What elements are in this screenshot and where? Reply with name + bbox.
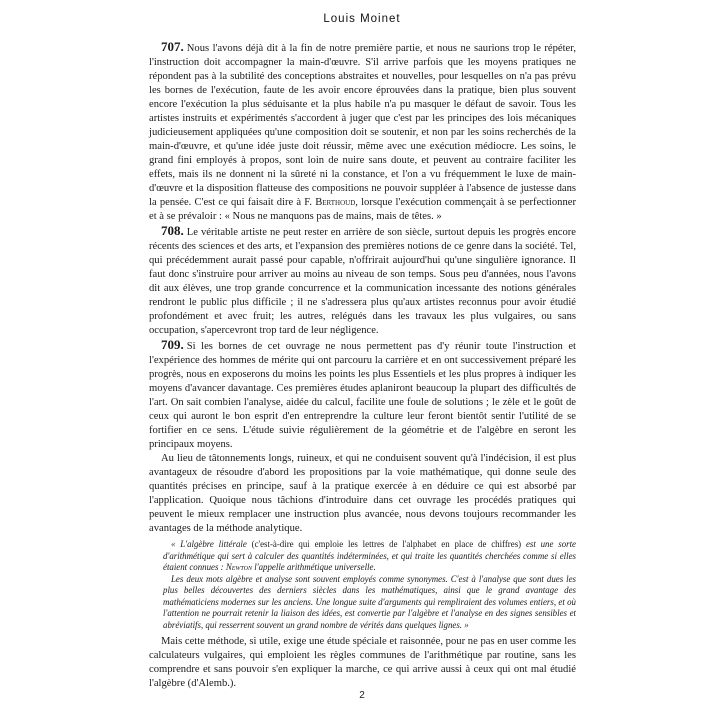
paragraph-707: 707. Nous l'avons déjà dit à la fin de notre première partie, et nous ne saurions trop le répéter, l'instruction doit accompagner la main-d'œuvre. S'il arrive parfois que les moyens pratiques ne répondent pas à la subtilité des conceptions abstraites et nouvelles, pour lesquelles on n'a pas prévu les bornes de l'exécution, faute de les avoir encore éprouvées dans la pratique, bien plus souvent encore l'exécution la plus séduisante et la plus habile n'a pu masquer le défaut de savoir. Tous les artistes instruits et expérimentés s'accordent à juger que c'est par les principes des lois mécaniques judicieusement appliquées qu'une composition doit se soutenir, et non par les soins recherchés de la main-d'œuvre, et qu'une idée juste doit réussir, même avec une exécution médiocre. Les soins, le grand fini employés à propos, sont loin de nuire sans doute, et peuvent au contraire faciliter les effets, mais ils ne donnent ni la sûreté ni la constance, et l'on a vu fréquemment le luxe de main-d'œuvre et la disposition flatteuse des compositions ne pouvoir suppléer à l'absence de justesse dans la pensée. C'est ce qui faisait dire à F. Berthoud, lorsque l'exécution commençait à se perfectionner et à se prévaloir : « Nous ne manquons pas de mains, mais de têtes. » [149,39,576,222]
quote-paragraph-2: Les deux mots algèbre et analyse sont souvent employés comme synonymes. C'est à l'analyse que sont dues les plus belles découvertes des derniers siècles dans les mathématiques, ainsi que le grand avantage des mathématiciens modernes sur les anciens. Une longue suite d'arguments qui rempliraient des volumes entiers, et où l'attention ne pourrait retenir la liaison des idées, est convertie par l'algèbre et l'analyse en des signes sensibles et abréviatifs, qui resserrent souvent un grand nombre de vérités dans quelques lignes. » [163,573,576,630]
author-name: Newton [225,562,253,572]
paragraph-mais: Mais cette méthode, si utile, exige une étude spéciale et raisonnée, pour ne pas en user comme les calculateurs vulgaires, qui emploient les règles communes de l'arithmétique par routine, sans les comprendre et sans pouvoir s'en expliquer la marche, ce qui arrive aussi à ceux qui ont mal étudié l'algèbre (d'Alemb.). [149,636,576,689]
paragraph-708: 708. Le véritable artiste ne peut rester en arrière de son siècle, surtout depuis les progrès encore récents des sciences et des arts, et l'expansion des premières notions de ce genre dans la société. Tel, qui précédemment aurait passé pour capable, n'offrirait aujourd'hui qu'une singulière ignorance. Il faut donc s'instruire pour arriver au moins au niveau de son temps. Sous peu d'années, nous l'avons dit aux élèves, une trop grande concurrence et la communication incessante des notions générales rendront le public plus difficile ; il ne s'adressera plus qu'aux artistes reconnus pour avoir étudié profondément et avec fruit; les autres, relégués dans les travaux les plus vulgaires, ou sans occupation, s'apercevront trop tard de leur négligence. [149,223,576,336]
paragraph-number: 707. [161,39,184,54]
page-number: 2 [359,690,365,701]
running-header: Louis Moinet [323,13,401,25]
paragraph-au-lieu: Au lieu de tâtonnements longs, ruineux, et qui ne conduisent souvent qu'à l'indécision, il est plus avantageux de résoudre d'abord les propositions par la voie mathématique, qui donne seule des quantités précises en principe, sauf à la pratique exercée à en déduire ce qui est absorbé par l'application. Quoique nous tâchions d'introduire dans cet ouvrage les procédés pratiques qui peuvent le mieux remplacer une instruction plus avancée, nous devons toujours recommander les avantages de la méthode analytique. [149,453,576,534]
author-name: Berthoud [315,197,356,208]
quote-paragraph-1: « L'algèbre littérale (c'est-à-dire qui emploie les lettres de l'alphabet en place de chiffres) est une sorte d'arithmétique qui sert à calculer des quantités indéterminées, et qui traite les quantités cherchées comme si elles étaient connues : Newton l'appelle arithmétique universelle. [163,539,576,572]
paragraph-number: 709. [161,337,184,352]
page-body [149,40,576,691]
paragraph-number: 708. [161,223,184,238]
block-quote [163,539,576,631]
paragraph-709: 709. Si les bornes de cet ouvrage ne nous permettent pas d'y réunir toute l'instruction et l'expérience des hommes de mérite qui ont parcouru la carrière et en ont successivement préparé les progrès, nous en exposerons du moins les points les plus Essentiels et les plus propres à indiquer les moyens d'avancer davantage. Ces premières études aplaniront beaucoup la plupart des difficultés de l'art. On sait combien l'analyse, aidée du calcul, facilite une foule de solutions ; le zèle et le goût de ceux qui auront le bon esprit d'en entreprendre la culture leur feront bientôt sentir l'utilité de se fortifier en ce sens. L'étude suivie régulièrement de la géométrie et de l'algèbre en seront les principaux moyens. [149,337,576,450]
